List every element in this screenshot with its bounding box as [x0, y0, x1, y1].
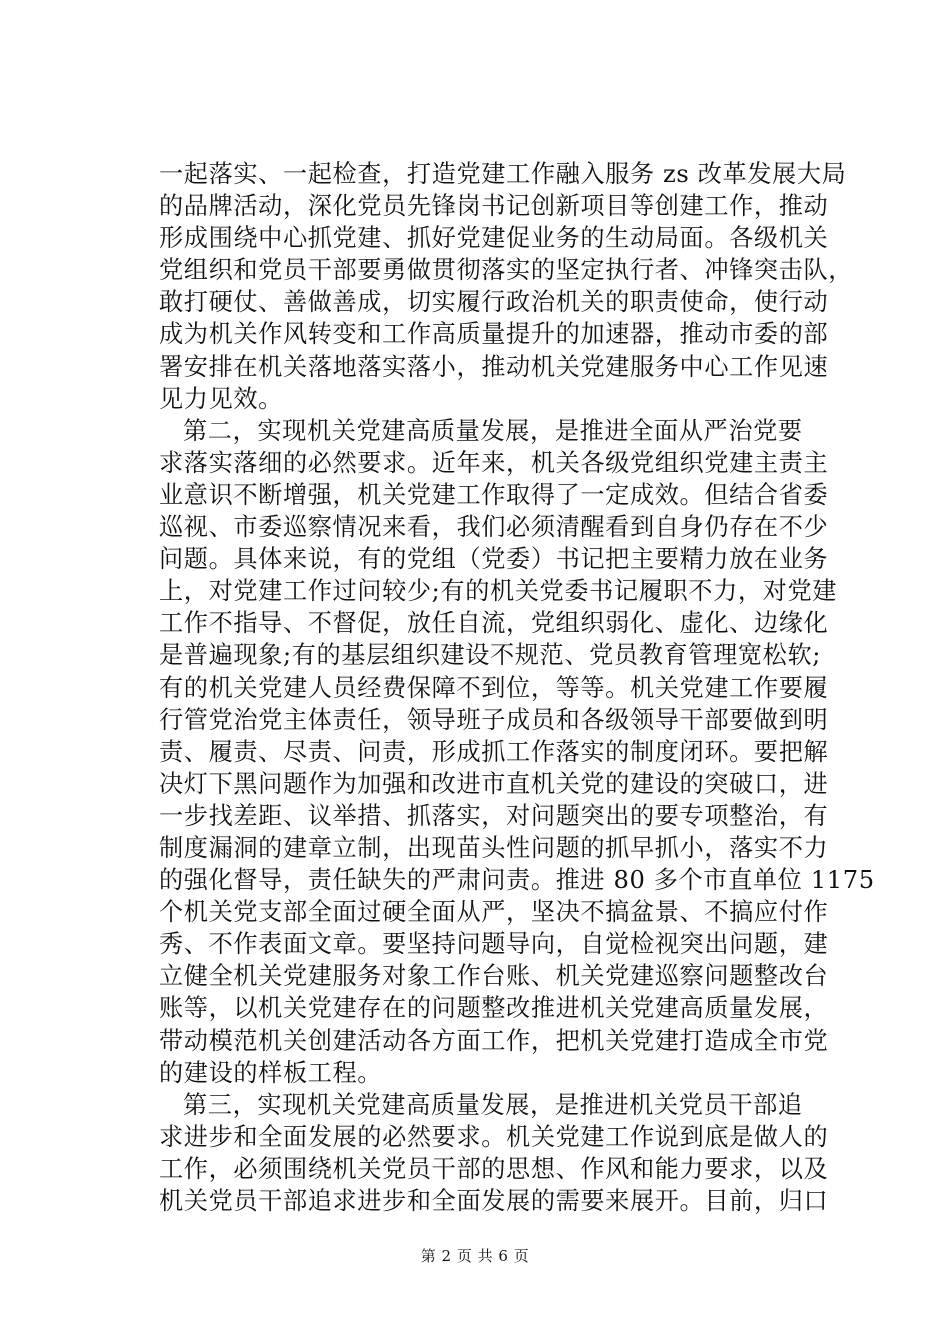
body-text — [159, 158, 875, 1217]
text-line: 的强化督导，责任缺失的严肃问责。推进 80 多个市直单位 1175 — [159, 866, 875, 895]
text-line: 上，对党建工作过问较少;有的机关党委书记履职不力，对党建 — [159, 577, 838, 606]
text-line: 敢打硬仗、善做善成，切实履行政治机关的职责使命，使行动 — [159, 288, 829, 317]
text-line: 党组织和党员干部要勇做贯彻落实的坚定执行者、冲锋突击队， — [159, 256, 854, 285]
text-line: 责、履责、尽责、问责，形成抓工作落实的制度闭环。要把解 — [159, 737, 829, 766]
text-line: 带动模范机关创建活动各方面工作，把机关党建打造成全市党 — [159, 1026, 829, 1055]
paragraph-start-line: 第三，实现机关党建高质量发展，是推进机关党员干部追 — [183, 1090, 803, 1119]
text-line: 有的机关党建人员经费保障不到位，等等。机关党建工作要履 — [159, 673, 829, 702]
text-line: 账等，以机关党建存在的问题整改推进机关党建高质量发展， — [159, 994, 829, 1023]
text-line: 一起落实、一起检查，打造党建工作融入服务 zs 改革发展大局 — [159, 160, 847, 188]
page-number: 第 2 页 共 6 页 — [420, 1247, 530, 1265]
text-line: 求落实落细的必然要求。近年来，机关各级党组织党建主责主 — [159, 448, 829, 477]
text-line: 是普遍现象;有的基层组织建设不规范、党员教育管理宽松软; — [159, 641, 821, 670]
text-line: 形成围绕中心抓党建、抓好党建促业务的生动局面。各级机关 — [159, 224, 829, 253]
text-line: 工作，必须围绕机关党员干部的思想、作风和能力要求，以及 — [159, 1154, 829, 1183]
text-line: 一步找差距、议举措、抓落实，对问题突出的要专项整治，有 — [159, 801, 829, 830]
text-line: 行管党治党主体责任，领导班子成员和各级领导干部要做到明 — [159, 705, 829, 734]
text-line: 署安排在机关落地落实落小，推动机关党建服务中心工作见速 — [159, 352, 829, 381]
paragraph-start-line: 第二，实现机关党建高质量发展，是推进全面从严治党要 — [183, 416, 803, 445]
text-line: 业意识不断增强，机关党建工作取得了一定成效。但结合省委 — [159, 480, 829, 509]
text-line: 机关党员干部追求进步和全面发展的需要来展开。目前，归口 — [159, 1187, 829, 1215]
text-line: 秀、不作表面文章。要坚持问题导向，自觉检视突出问题，建 — [159, 930, 829, 959]
text-line: 立健全机关党建服务对象工作台账、机关党建巡察问题整改台 — [159, 962, 829, 991]
text-line: 工作不指导、不督促，放任自流，党组织弱化、虚化、边缘化 — [159, 609, 829, 638]
text-line: 决灯下黑问题作为加强和改进市直机关党的建设的突破口，进 — [159, 769, 829, 798]
text-line: 见力见效。 — [159, 384, 283, 413]
text-line: 制度漏洞的建章立制，出现苗头性问题的抓早抓小，落实不力 — [159, 833, 829, 862]
text-line: 个机关党支部全面过硬全面从严，坚决不搞盆景、不搞应付作 — [159, 898, 829, 927]
text-line: 问题。具体来说，有的党组（党委）书记把主要精力放在业务 — [159, 545, 829, 574]
page-footer — [0, 1246, 950, 1266]
text-line: 巡视、市委巡察情况来看，我们必须清醒看到自身仍存在不少 — [159, 513, 829, 542]
text-line: 的品牌活动，深化党员先锋岗书记创新项目等创建工作，推动 — [159, 192, 829, 221]
text-line: 的建设的样板工程。 — [159, 1058, 383, 1087]
text-line: 求进步和全面发展的必然要求。机关党建工作说到底是做人的 — [159, 1122, 829, 1151]
text-line: 成为机关作风转变和工作高质量提升的加速器，推动市委的部 — [159, 320, 829, 349]
